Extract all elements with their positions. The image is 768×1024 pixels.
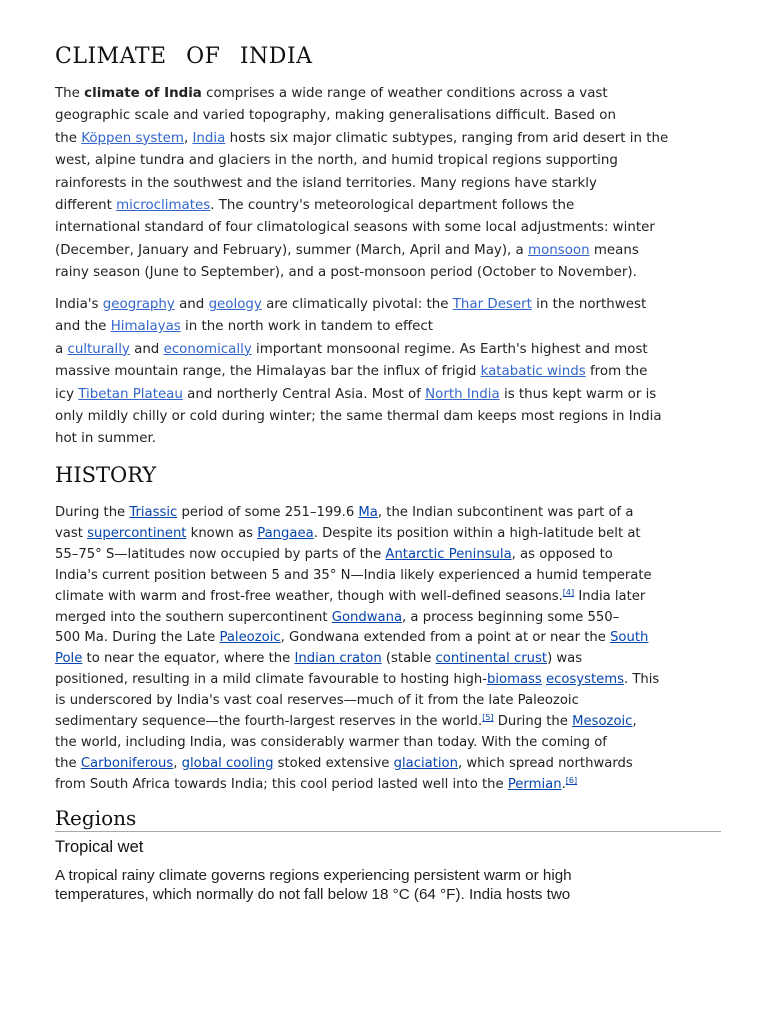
link-paleozoic[interactable]: Paleozoic: [219, 630, 281, 646]
link-antarctic-peninsula[interactable]: Antarctic Peninsula: [385, 546, 512, 562]
link-economically[interactable]: economically: [163, 341, 252, 357]
link-north-india[interactable]: North India: [425, 386, 500, 402]
link-continental-crust[interactable]: continental crust: [435, 651, 548, 667]
history-paragraph: During the Triassic period of some 251–199.6 Ma, the Indian subcontinent was part of a vast supercontinent known as Pangaea. Despite its position within a high-latitude belt at 55–75° S—latitudes now occupied by parts of the Antarctic Peninsula, as opposed to India's current position between 5 and 35° N—India likely experienced a humid temperate climate with warm and frost-free weather, though with well-defined seasons.[4] India later merged into the southern supercontinent Gondwana, a process beginning some 550– 500 Ma. During the Late Paleozoic, Gondwana extended from a point at or near the South Pole to near the equator, where the Indian craton (stable continental crust) was positioned, resulting in a mild climate favourable to hosting high-biomass ecosystems. This is underscored by India's vast coal reserves—much of it from the late Paleozoic sedimentary sequence—the fourth-largest reserves in the world.[5] During the Mesozoic, the world, including India, was considerably warmer than today. With the coming of the Carboniferous, global cooling stoked extensive glaciation, which spread northwards from South Africa towards India; this cool period lasted well into the Permian.[6]: [55, 505, 660, 792]
link-carboniferous[interactable]: Carboniferous: [80, 755, 174, 771]
tropical-wet-heading: Tropical wet: [55, 838, 144, 856]
link-india[interactable]: India: [192, 130, 226, 146]
geography-paragraph: India's geography and geology are climatically pivotal: the Thar Desert in the northwest and the Himalayas in the north work in tandem to effect a culturally and economically important monsoonal regime. As Earth's highest and most massive mountain range, the Himalayas bar the influx of frigid katabatic winds from the icy Tibetan Plateau and northerly Central Asia. Most of North India is thus kept warm or is only mildly chilly or cold during winter; the same thermal dam keeps most regions in India hot in summer.: [55, 297, 662, 447]
link-supercontinent[interactable]: supercontinent: [87, 525, 187, 541]
reference-6[interactable]: [6]: [565, 775, 578, 785]
link-biomass[interactable]: biomass: [487, 672, 542, 688]
link-pangaea[interactable]: Pangaea: [257, 525, 314, 541]
regions-heading: Regions: [55, 806, 721, 832]
link-monsoon[interactable]: monsoon: [528, 242, 590, 258]
link-thar-desert[interactable]: Thar Desert: [452, 297, 532, 312]
link-glaciation[interactable]: glaciation: [393, 755, 458, 771]
link-gondwana[interactable]: Gondwana: [331, 609, 403, 625]
link-culturally[interactable]: culturally: [67, 341, 130, 357]
link-south-pole[interactable]: South: [610, 630, 649, 646]
tropical-wet-paragraph: A tropical rainy climate governs regions experiencing persistent warm or high temperatures, which normally do not fall below 18 °C (64 °F). India hosts two: [55, 867, 572, 903]
link-south-pole-cont[interactable]: Pole: [55, 651, 83, 667]
link-katabatic-winds[interactable]: katabatic winds: [480, 364, 586, 380]
bold-term: climate of India: [84, 86, 202, 101]
link-ma[interactable]: Ma: [358, 505, 378, 520]
history-heading: HISTORY: [55, 463, 157, 487]
link-geology[interactable]: geology: [208, 297, 262, 312]
link-geography[interactable]: geography: [102, 297, 175, 312]
link-permian[interactable]: Permian: [507, 776, 562, 792]
intro-paragraph: The climate of India comprises a wide range of weather conditions across a vast geographic scale and varied topography, making generalisations difficult. Based on the Köppen system, India hosts six major climatic subtypes, ranging from arid desert in the west, alpine tundra and glaciers in the north, and humid tropical regions supporting rainforests in the southwest and the island territories. Many regions have starkly different microclimates. The country's meteorological department follows the international standard of four climatological seasons with some local adjustments: winter (December, January and February), summer (March, April and May), a monsoon means rainy season (June to September), and a post-monsoon period (October to November).: [55, 86, 669, 281]
link-tibetan-plateau[interactable]: Tibetan Plateau: [78, 386, 183, 402]
link-koppen-system[interactable]: Köppen system: [81, 130, 184, 146]
link-global-cooling[interactable]: global cooling: [181, 755, 274, 771]
link-indian-craton[interactable]: Indian craton: [294, 651, 382, 667]
reference-5[interactable]: [5]: [482, 713, 494, 723]
link-triassic[interactable]: Triassic: [129, 505, 178, 520]
link-himalayas[interactable]: Himalayas: [110, 319, 181, 335]
link-microclimates[interactable]: microclimates: [116, 198, 211, 214]
reference-4[interactable]: [4]: [562, 587, 575, 597]
page-title: CLIMATE OF INDIA: [55, 44, 313, 69]
link-ecosystems[interactable]: ecosystems: [545, 672, 624, 688]
link-mesozoic[interactable]: Mesozoic: [572, 714, 633, 730]
